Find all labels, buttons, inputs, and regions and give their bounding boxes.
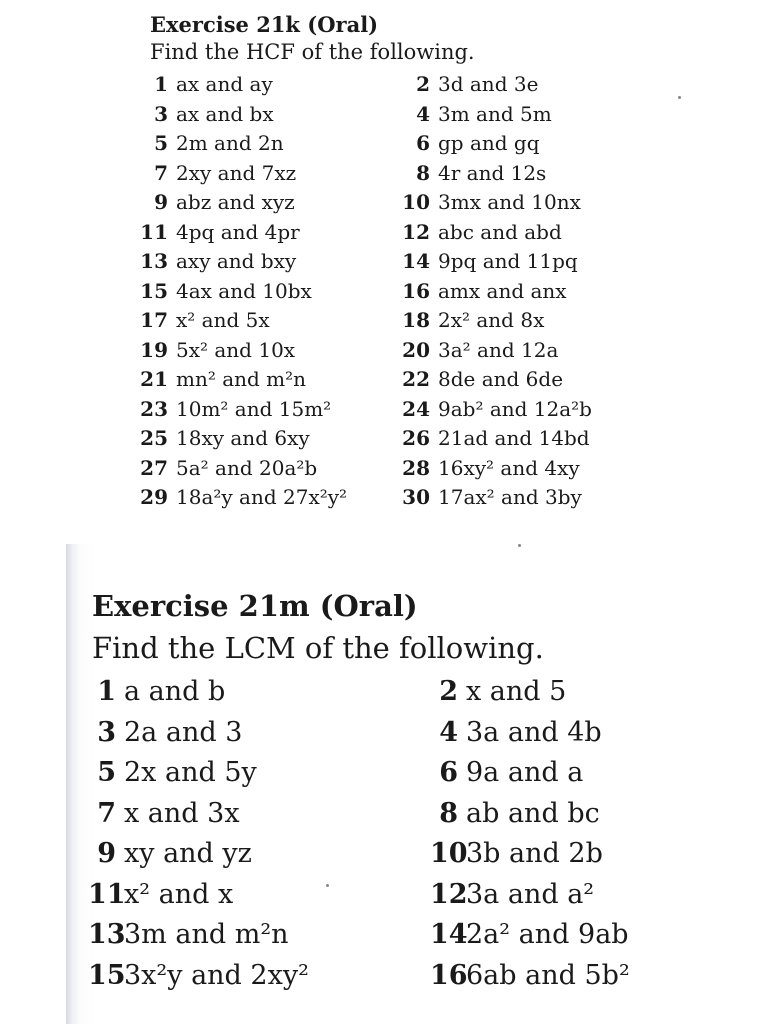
- item-number: 20: [402, 337, 430, 362]
- exercise-item: [140, 101, 274, 126]
- exercise-item: [140, 428, 310, 448]
- item-number: 15: [140, 278, 168, 303]
- item-number: 10: [430, 838, 468, 869]
- item-number: 12: [430, 878, 468, 910]
- item-expression: ax and ay: [176, 72, 273, 96]
- item-expression: 9pq and 11pq: [438, 249, 578, 273]
- item-expression: 16xy² and 4xy: [438, 455, 580, 480]
- item-expression: 3a and a²: [466, 878, 595, 910]
- exercise-item: [88, 921, 289, 948]
- item-expression: ax and bx: [176, 101, 274, 126]
- item-expression: ab and bc: [466, 797, 600, 829]
- item-number: 6: [416, 131, 430, 155]
- item-number: 13: [88, 919, 126, 950]
- exercise-item: [402, 337, 559, 362]
- item-number: 29: [140, 485, 168, 509]
- exercise-item: [88, 678, 225, 705]
- item-number: 5: [97, 757, 116, 788]
- item-expression: 2a and 3: [124, 716, 243, 748]
- exercise-item: [140, 133, 284, 153]
- exercise-item: [402, 310, 544, 330]
- item-expression: 5x² and 10x: [176, 337, 296, 362]
- exercise-item: [140, 455, 318, 480]
- exercise-item: [140, 369, 306, 389]
- exercise-item: [140, 251, 296, 271]
- item-expression: 2a² and 9ab: [466, 919, 629, 950]
- exercise-item: [140, 74, 273, 94]
- exercise-item: [402, 160, 547, 185]
- item-expression: 2x and 5y: [124, 757, 257, 788]
- exercise-item: [402, 487, 582, 507]
- item-expression: x² and 5x: [176, 308, 270, 332]
- item-number: 8: [416, 160, 430, 185]
- exercise-item: [140, 160, 297, 185]
- page-speck: [326, 884, 329, 887]
- item-number: 5: [154, 131, 168, 155]
- exercise-item: [430, 921, 629, 948]
- exercise-item: [402, 369, 563, 389]
- exercise-item: [402, 428, 590, 448]
- exercise-item: [140, 487, 347, 507]
- exercise-item: [402, 133, 540, 153]
- exercise-item: [402, 396, 592, 421]
- item-expression: 21ad and 14bd: [438, 426, 590, 450]
- item-number: 3: [154, 101, 168, 126]
- item-number: 10: [402, 190, 430, 214]
- item-expression: mn² and m²n: [176, 367, 307, 391]
- exercise-hcf-title: Exercise 21k (Oral): [150, 12, 379, 37]
- item-expression: 3m and 5m: [438, 101, 552, 126]
- exercise-lcm: [66, 544, 768, 1024]
- item-expression: 17ax² and 3by: [438, 485, 582, 509]
- item-expression: x and 3x: [124, 797, 240, 829]
- exercise-item: [140, 337, 296, 362]
- item-number: 27: [140, 455, 168, 480]
- exercise-item: [402, 278, 567, 303]
- exercise-item: [430, 797, 600, 829]
- item-number: 30: [402, 485, 430, 509]
- item-number: 25: [140, 426, 168, 450]
- item-expression: x² and x: [124, 878, 234, 910]
- item-number: 19: [140, 337, 168, 362]
- item-expression: abz and xyz: [176, 190, 295, 214]
- item-number: 7: [97, 797, 116, 829]
- item-number: 9: [97, 838, 116, 869]
- item-expression: 18xy and 6xy: [176, 426, 310, 450]
- item-expression: amx and anx: [438, 278, 567, 303]
- exercise-item: [88, 759, 257, 786]
- exercise-item: [430, 678, 566, 705]
- exercise-lcm-title: Exercise 21m (Oral): [92, 589, 418, 623]
- item-number: 13: [140, 249, 168, 273]
- item-number: 28: [402, 455, 430, 480]
- item-expression: 2x² and 8x: [438, 308, 545, 332]
- item-expression: 4pq and 4pr: [176, 219, 300, 244]
- item-number: 16: [402, 278, 430, 303]
- item-number: 11: [140, 219, 168, 244]
- exercise-item: [88, 878, 234, 910]
- item-expression: a and b: [124, 676, 226, 707]
- item-number: 1: [154, 72, 168, 96]
- item-number: 3: [97, 716, 116, 748]
- exercise-item: [140, 192, 295, 212]
- item-expression: axy and bxy: [176, 249, 297, 273]
- item-expression: 3b and 2b: [466, 838, 603, 869]
- item-expression: 2xy and 7xz: [176, 160, 297, 185]
- item-number: 22: [402, 367, 430, 391]
- item-number: 4: [439, 716, 458, 748]
- item-expression: 6ab and 5b²: [466, 959, 630, 991]
- item-expression: xy and yz: [124, 838, 252, 869]
- exercise-item: [88, 716, 243, 748]
- exercise-item: [140, 396, 332, 421]
- exercise-item: [402, 192, 581, 212]
- item-number: 11: [88, 878, 126, 910]
- item-expression: 3a² and 12a: [438, 337, 559, 362]
- item-number: 14: [402, 249, 430, 273]
- exercise-item: [402, 455, 580, 480]
- exercise-item: [402, 219, 562, 244]
- item-expression: 3mx and 10nx: [438, 190, 581, 214]
- exercise-item: [402, 101, 552, 126]
- item-expression: 4ax and 10bx: [176, 278, 312, 303]
- item-expression: 18a²y and 27x²y²: [176, 485, 348, 509]
- item-number: 16: [430, 959, 468, 991]
- item-expression: gp and gq: [438, 131, 540, 155]
- item-expression: 10m² and 15m²: [176, 396, 332, 421]
- item-number: 12: [402, 219, 430, 244]
- item-expression: 5a² and 20a²b: [176, 455, 318, 480]
- item-number: 23: [140, 396, 168, 421]
- item-expression: 4r and 12s: [438, 160, 547, 185]
- item-number: 17: [140, 308, 168, 332]
- item-expression: 3a and 4b: [466, 716, 602, 748]
- exercise-item: [402, 251, 578, 271]
- item-number: 7: [154, 160, 168, 185]
- item-number: 14: [430, 919, 468, 950]
- item-expression: abc and abd: [438, 219, 562, 244]
- item-expression: 8de and 6de: [438, 367, 564, 391]
- exercise-item: [140, 310, 270, 330]
- item-expression: 3d and 3e: [438, 72, 539, 96]
- exercise-item: [430, 878, 595, 910]
- item-number: 18: [402, 308, 430, 332]
- item-number: 9: [154, 190, 168, 214]
- exercise-item: [430, 759, 583, 786]
- item-expression: 9a and a: [466, 757, 584, 788]
- item-expression: 3x²y and 2xy²: [124, 959, 309, 991]
- item-number: 4: [416, 101, 430, 126]
- exercise-item: [88, 840, 252, 867]
- exercise-lcm-instruction: Find the LCM of the following.: [92, 631, 544, 665]
- exercise-item: [430, 959, 630, 991]
- item-number: 2: [416, 72, 430, 96]
- item-number: 6: [439, 757, 458, 788]
- item-expression: 3m and m²n: [124, 919, 289, 950]
- exercise-item: [140, 219, 300, 244]
- exercise-item: [140, 278, 312, 303]
- page-speck: [678, 96, 681, 99]
- item-number: 21: [140, 367, 168, 391]
- item-number: 8: [439, 797, 458, 829]
- item-expression: x and 5: [466, 676, 567, 707]
- exercise-hcf-instruction: Find the HCF of the following.: [150, 40, 475, 64]
- item-expression: 2m and 2n: [176, 131, 284, 155]
- item-number: 15: [88, 959, 126, 991]
- exercise-item: [88, 797, 240, 829]
- item-number: 24: [402, 396, 430, 421]
- exercise-item: [430, 840, 603, 867]
- exercise-item: [430, 716, 602, 748]
- page-speck: [518, 544, 521, 547]
- item-number: 2: [439, 676, 458, 707]
- item-expression: 9ab² and 12a²b: [438, 396, 592, 421]
- exercise-item: [88, 959, 309, 991]
- exercise-item: [402, 74, 538, 94]
- item-number: 1: [97, 676, 116, 707]
- item-number: 26: [402, 426, 430, 450]
